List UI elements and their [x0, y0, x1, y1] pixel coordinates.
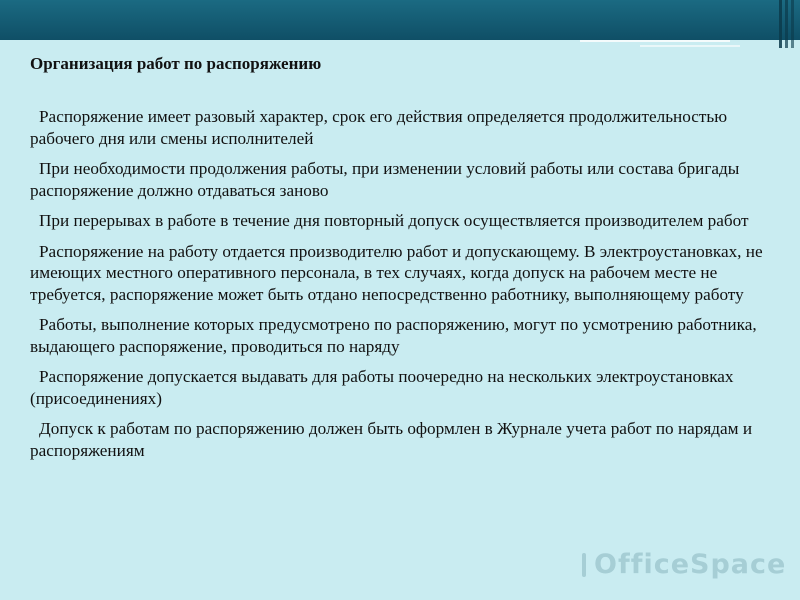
slide-title: Организация работ по распоряжению [30, 54, 322, 73]
watermark-text: OfficeSpace [594, 549, 787, 580]
building-icon [582, 553, 586, 577]
header-accent-lines [760, 0, 800, 48]
paragraph: При перерывах в работе в течение дня повторный допуск осуществляется производителем работ [39, 211, 749, 230]
paragraph: При необходимости продолжения работы, при изменении условий работы или состава бригады распоряжение должно отдаваться заново [30, 159, 740, 200]
header-bar [0, 0, 800, 40]
header-underline-short [640, 45, 740, 47]
paragraph: Распоряжение допускается выдавать для работы поочередно на нескольких электроустановках (присоединениях) [30, 367, 734, 408]
paragraph: Допуск к работам по распоряжению должен быть оформлен в Журнале учета работ по нарядам и распоряжениям [30, 419, 753, 460]
paragraph: Распоряжение имеет разовый характер, срок его действия определяется продолжительностью рабочего дня или смены исполнителей [30, 107, 728, 148]
slide-content [30, 106, 770, 470]
paragraph: Работы, выполнение которых предусмотрено по распоряжению, могут по усмотрению работника, выдающего распоряжение, проводиться по наряду [30, 315, 757, 356]
header-underline [580, 40, 730, 42]
paragraph: Распоряжение на работу отдается производителю работ и допускающему. В электроустановках, не имеющих местного оперативного персонала, в тех случаях, когда допуск на рабочем месте не требуется, распоряжение может быть отдано непосредственно работнику, выполняющему работу [30, 241, 763, 304]
watermark [582, 547, 787, 583]
